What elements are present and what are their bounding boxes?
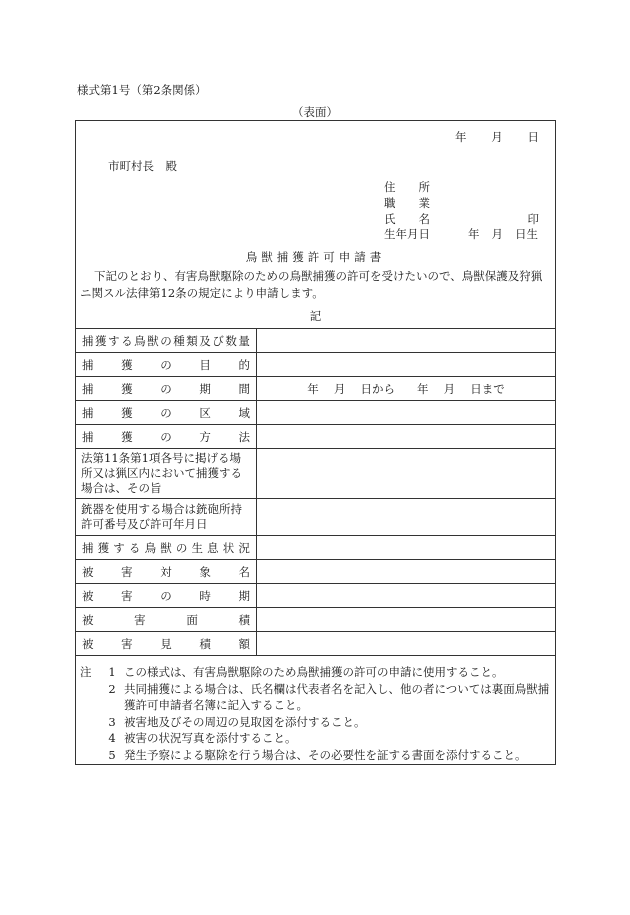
label-char: 目 — [199, 357, 211, 372]
label-char: 捕 — [82, 429, 94, 444]
row-label — [76, 632, 257, 656]
note-text: 発生予察による駆除を行う場合は、その必要性を証する書面を添付すること。 — [124, 747, 527, 762]
label-char: 獲 — [121, 429, 133, 444]
note-item — [80, 714, 550, 731]
name-label — [384, 211, 430, 227]
row-label — [76, 608, 257, 632]
row-value[interactable] — [257, 329, 556, 353]
label-char: 捕 — [82, 357, 94, 372]
label-char: 量 — [238, 333, 250, 348]
label-char: 及 — [199, 333, 211, 348]
row-value[interactable] — [257, 449, 556, 499]
application-items-table — [75, 328, 556, 656]
note-head — [80, 747, 100, 764]
row-label — [76, 377, 257, 401]
label-char: 捕 — [82, 405, 94, 420]
form-number: 様式第1号（第2条関係） — [77, 83, 207, 97]
label-char: 期 — [199, 381, 211, 396]
label-char: 鳥 — [134, 333, 146, 348]
row-label — [76, 329, 257, 353]
row-value[interactable] — [257, 608, 556, 632]
label-char: 息 — [207, 540, 219, 555]
table-row — [76, 632, 556, 656]
label-char: 時 — [199, 588, 211, 603]
label-char: 数 — [225, 333, 237, 348]
row-value[interactable] — [257, 632, 556, 656]
label-char: 獲 — [97, 540, 110, 555]
address-label — [384, 179, 430, 195]
label-char: 被 — [82, 588, 94, 603]
label-char: 日 — [418, 227, 430, 241]
label-char: 職 — [384, 196, 396, 210]
period-from: 年 月 日から — [307, 381, 395, 396]
row-value[interactable] — [257, 425, 556, 449]
label-char: す — [113, 540, 125, 555]
note-item — [80, 664, 550, 681]
label-char: 況 — [238, 540, 250, 555]
note-item — [80, 747, 550, 764]
label-char: 被 — [82, 564, 94, 579]
label-char: 鳥 — [144, 540, 157, 555]
label-char: 面 — [186, 612, 198, 627]
label-char: 獲 — [121, 381, 133, 396]
row-value[interactable] — [257, 560, 556, 584]
note-number: 5 — [108, 747, 116, 762]
form-title: 鳥獣捕獲許可申請書 — [245, 250, 386, 264]
note-item — [80, 681, 550, 714]
addressee: 市町村長 殿 — [108, 159, 177, 173]
label-char: 捕 — [82, 333, 94, 348]
row-value[interactable] — [257, 401, 556, 425]
label-char: 見 — [160, 636, 172, 651]
note-text: 被害の状況写真を添付すること。 — [124, 731, 297, 745]
row-label — [76, 353, 257, 377]
label-char: 所 — [418, 180, 430, 194]
date-line — [455, 129, 539, 145]
note-head — [80, 730, 100, 747]
label-char: 獲 — [121, 405, 133, 420]
row-label — [76, 401, 257, 425]
label-char: 獣 — [147, 333, 159, 348]
label-char: 被 — [82, 612, 94, 627]
application-form — [75, 120, 556, 765]
dob-values — [468, 226, 538, 242]
table-row — [76, 584, 556, 608]
table-row — [76, 329, 556, 353]
label-char: 害 — [134, 612, 146, 627]
row-label-text — [82, 564, 250, 580]
label-char: 年 — [395, 227, 407, 241]
note-head — [80, 714, 100, 731]
row-label: 法第11条第1項各号に掲げる場所又は猟区内において捕獲する場合は、その旨 — [76, 449, 257, 499]
table-row — [76, 608, 556, 632]
note-text: 被害地及びその周辺の見取図を添付すること。 — [124, 714, 366, 729]
ki-mark: 記 — [309, 309, 322, 323]
label-char: 業 — [418, 196, 430, 210]
table-row — [76, 353, 556, 377]
label-char: る — [121, 333, 133, 348]
label-char: 月 — [407, 227, 419, 241]
date-year-label: 年 — [455, 130, 467, 144]
row-label-text — [82, 357, 250, 373]
label-char: 法 — [238, 429, 250, 444]
label-char: す — [108, 333, 120, 348]
label-char: 害 — [121, 564, 133, 579]
table-row — [76, 449, 556, 499]
row-label-text — [82, 405, 250, 421]
label-char: 獣 — [160, 540, 172, 555]
label-char: 生 — [384, 227, 396, 241]
table-row — [76, 560, 556, 584]
dob-day-label: 日生 — [515, 227, 538, 241]
label-char: の — [175, 540, 188, 555]
table-row — [76, 401, 556, 425]
row-label-text — [82, 381, 250, 397]
row-label — [76, 536, 257, 560]
label-char: の — [160, 381, 172, 396]
note-text: この様式は、有害鳥獣駆除のため鳥獣捕獲の許可の申請に使用すること。 — [124, 665, 504, 679]
label-char: 捕 — [82, 540, 94, 555]
row-value[interactable] — [257, 377, 556, 401]
label-char: の — [160, 429, 172, 444]
dob-month-label: 月 — [491, 227, 503, 241]
label-char: 方 — [199, 429, 211, 444]
row-label: 銃器を使用する場合は銃砲所持許可番号及び許可年月日 — [76, 499, 257, 536]
note-number: 4 — [108, 731, 116, 745]
label-char: 名 — [418, 212, 430, 226]
label-char: び — [212, 333, 224, 348]
row-value[interactable] — [257, 353, 556, 377]
period-value — [263, 381, 549, 397]
row-label-text — [82, 540, 250, 556]
label-char: 住 — [384, 180, 396, 194]
dob-label — [384, 226, 430, 242]
label-char: る — [128, 540, 141, 555]
row-label-text — [82, 636, 250, 652]
note-text: 共同捕獲による場合は、氏名欄は代表者名を記入し、他の者については裏面鳥獣捕獲許可申請者名簿に記入すること。 — [124, 681, 550, 712]
row-value[interactable] — [257, 584, 556, 608]
label-char: の — [160, 405, 172, 420]
label-char: 害 — [121, 588, 133, 603]
label-char: 類 — [186, 333, 198, 348]
label-char: の — [160, 333, 172, 348]
note-number: 1 — [108, 665, 116, 679]
note-head — [80, 681, 100, 714]
table-row — [76, 377, 556, 401]
period-to: 年 月 日まで — [417, 381, 505, 396]
label-char: 対 — [160, 564, 172, 579]
row-label — [76, 425, 257, 449]
note-number: 3 — [108, 714, 116, 729]
dob-year-label: 年 — [468, 227, 480, 241]
label-char: 種 — [173, 333, 185, 348]
row-label-text — [82, 429, 250, 445]
side-label: （表面） — [292, 105, 338, 119]
row-label — [76, 560, 257, 584]
row-value[interactable] — [257, 536, 556, 560]
label-char: 間 — [238, 381, 250, 396]
row-label — [76, 584, 257, 608]
label-char: 状 — [222, 540, 235, 555]
label-char: 期 — [238, 588, 250, 603]
label-char: 域 — [238, 405, 250, 420]
date-month-label: 月 — [491, 130, 503, 144]
label-char: 獲 — [95, 333, 107, 348]
request-statement: 下記のとおり、有害鳥獣駆除のための鳥獣捕獲の許可を受けたいので、鳥獣保護及狩猟ニ関スル法律第12条の規定により申請します。 — [80, 269, 543, 300]
occupation-label — [384, 195, 430, 211]
label-char: 積 — [238, 612, 250, 627]
note-number: 2 — [108, 681, 116, 696]
label-char: の — [160, 588, 172, 603]
label-char: 名 — [238, 564, 250, 579]
label-char: の — [160, 357, 172, 372]
label-char: 生 — [191, 540, 203, 555]
label-char: 額 — [238, 636, 250, 651]
label-char: 獲 — [121, 357, 133, 372]
table-row — [76, 425, 556, 449]
label-char: 氏 — [384, 212, 396, 226]
label-char: 的 — [238, 357, 250, 372]
label-char: 捕 — [82, 381, 94, 396]
table-row — [76, 499, 556, 536]
label-char: 被 — [82, 636, 94, 651]
row-value[interactable] — [257, 499, 556, 536]
row-label-text — [82, 612, 250, 628]
label-char: 害 — [121, 636, 133, 651]
note-head: 注 — [80, 665, 92, 679]
note-item — [80, 730, 550, 747]
label-char: 象 — [199, 564, 211, 579]
label-char: 積 — [199, 636, 211, 651]
date-day-label: 日 — [527, 130, 539, 144]
seal-mark: 印 — [527, 212, 539, 226]
notes-section — [80, 664, 550, 763]
row-label-text — [82, 333, 250, 349]
row-label-text — [82, 588, 250, 604]
table-row — [76, 536, 556, 560]
label-char: 区 — [199, 405, 211, 420]
